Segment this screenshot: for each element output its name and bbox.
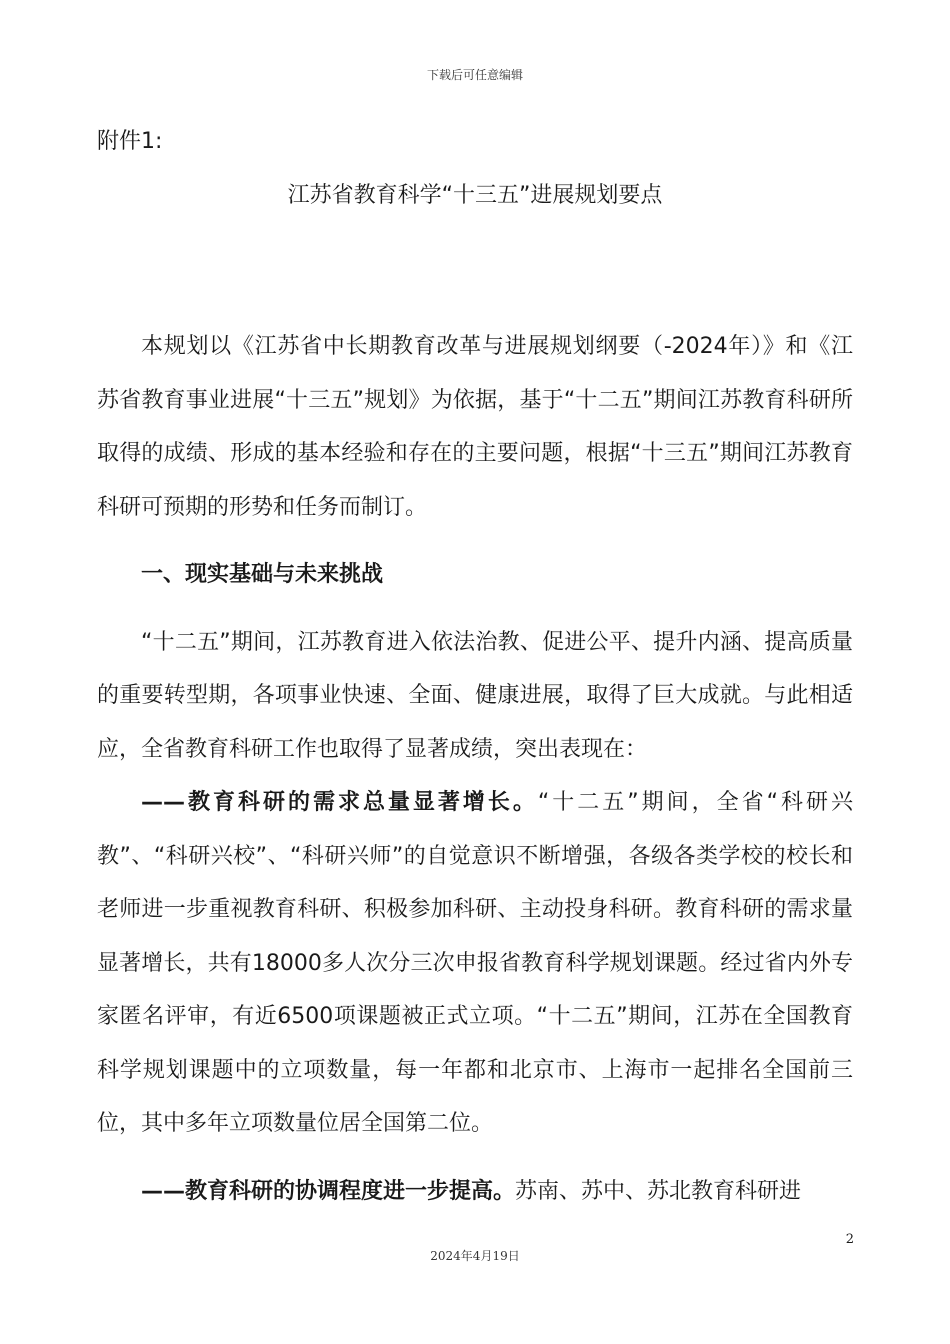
point-paragraph-2 (97, 1165, 853, 1219)
point-1-text: “十二五”期间，全省“科研兴教”、“科研兴校”、“科研兴师”的自觉意识不断增强，各级各类学校的校长和老师进一步重视教育科研、积极参加科研、主动投身科研。教育科研的需求量显著增长，共有18000多人次分三次申报省教育科学规划课题。经过省内外专家匿名评审，有近6500项课题被正式立项。“十二五”期间，江苏在全国教育科学规划课题中的立项数量，每一年都和北京市、上海市一起排名全国前三位，其中多年立项数量位居全国第二位。 (97, 790, 853, 1136)
intro-paragraph: 本规划以《江苏省中长期教育改革与进展规划纲要（-2024年）》和《江苏省教育事业进展“十三五”规划》为依据，基于“十二五”期间江苏教育科研所取得的成绩、形成的基本经验和存在的主要问题，根据“十三五”期间江苏教育科研可预期的形势和任务而制订。 (97, 334, 853, 520)
section-heading: 一、现实基础与未来挑战 (141, 562, 384, 587)
document-body (97, 320, 853, 1218)
document-title: 江苏省教育科学“十三五”进展规划要点 (287, 183, 663, 208)
attachment-label: 附件1: (97, 129, 163, 154)
point-2-text: 苏南、苏中、苏北教育科研进 (515, 1178, 802, 1204)
page-footer (0, 1247, 950, 1264)
section-paragraph: “十二五”期间，江苏教育进入依法治教、促进公平、提升内涵、提高质量的重要转型期，各项事业快速、全面、健康进展，取得了巨大成就。与此相适应，全省教育科研工作也取得了显著成绩，突出表现在： (97, 629, 853, 762)
page-number: 2 (845, 1232, 854, 1247)
footer-date: 2024年4月19日 (430, 1249, 520, 1263)
header-text: 下载后可任意编辑 (426, 68, 523, 82)
point-paragraph-1 (97, 776, 853, 1151)
point-1-lead: ——教育科研的需求总量显著增长。 (141, 790, 538, 815)
page-header (0, 66, 950, 83)
point-2-lead: ——教育科研的协调程度进一步提高。 (141, 1178, 516, 1204)
